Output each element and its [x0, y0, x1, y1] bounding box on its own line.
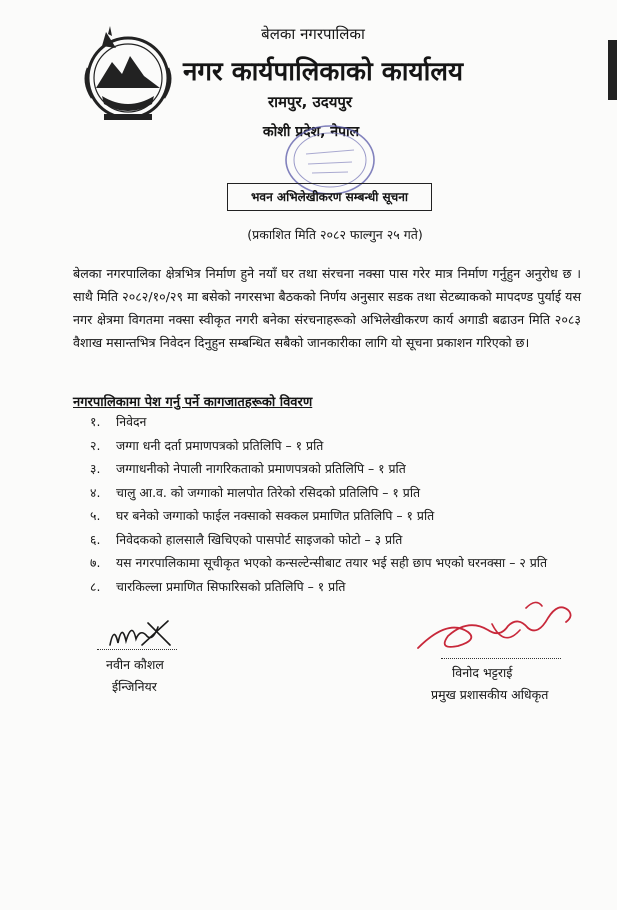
list-item: [90, 481, 590, 505]
item-number: ३.: [90, 461, 101, 476]
list-item: [90, 504, 590, 528]
documents-heading: नगरपालिकामा पेश गर्नु पर्ने कागजातहरूको विवरण: [73, 395, 313, 410]
list-item: [90, 410, 590, 434]
published-date: (प्रकाशित मिति २०८२ फाल्गुन २५ गते): [247, 227, 423, 242]
list-item: [90, 457, 590, 481]
item-text: यस नगरपालिकामा सूचीकृत भएको कन्सल्टेन्सीबाट तयार भई सही छाप भएको घरनक्सा – २ प्रति: [116, 555, 548, 570]
office-address: रामपुर, उदयपुर: [267, 93, 353, 111]
municipality-name: बेलका नगरपालिका: [261, 25, 365, 43]
office-title: नगर कार्यपालिकाको कार्यालय: [182, 57, 464, 87]
item-number: ६.: [90, 531, 101, 547]
cao-title: प्रमुख प्रशासकीय अधिकृत: [431, 687, 549, 702]
item-text: निवेदकको हालसालै खिचिएको पासपोर्ट साइजको फोटो – ३ प्रति: [116, 531, 403, 547]
cao-name: विनोद भट्टराई: [452, 665, 513, 680]
cao-signature-line: [441, 658, 561, 659]
item-text: चालु आ.व. को जग्गाको मालपोत तिरेको रसिदको प्रतिलिपि – १ प्रति: [116, 484, 421, 500]
engineer-name: नवीन कौशल: [106, 657, 164, 672]
item-text: जग्गा धनी दर्ता प्रमाणपत्रको प्रतिलिपि – १ प्रति: [116, 437, 324, 453]
list-item: [90, 551, 590, 575]
engineer-title: ईन्जिनियर: [112, 679, 157, 694]
engineer-signature-line: [97, 649, 177, 650]
item-number: ४.: [90, 484, 101, 500]
item-number: ८.: [90, 578, 101, 594]
item-number: ७.: [90, 555, 101, 570]
engineer-signature: [88, 615, 188, 660]
item-text: निवेदन: [116, 414, 147, 429]
office-province: कोशी प्रदेश, नेपाल: [262, 124, 360, 140]
item-text: चारकिल्ला प्रमाणित सिफारिसको प्रतिलिपि – १ प्रति: [116, 578, 346, 594]
item-number: ५.: [90, 508, 101, 523]
documents-list: [90, 410, 590, 598]
list-item: [90, 434, 590, 458]
item-number: १.: [90, 414, 101, 429]
cao-signature: [408, 588, 578, 663]
scan-edge: [608, 40, 617, 100]
item-text: घर बनेको जग्गाको फाईल नक्साको सक्कल प्रमाणित प्रतिलिपि – १ प्रति: [116, 508, 435, 523]
notice-body: बेलका नगरपालिका क्षेत्रभित्र निर्माण हुने नयाँ घर तथा संरचना नक्सा पास गरेर मात्र निर्माण गर्नुहुन अनुरोध छ । साथै मिति २०८२/१०/२९ मा बसेको नगरसभा बैठकको निर्णय अनुसार सडक तथा सेटब्याकको मापदण्ड पुर्याई यस नगर क्षेत्रमा विगतमा नक्सा स्वीकृत नगरी बनेका संरचनाहरूको अभिलेखीकरण कार्य अगाडी बढाउन मिति २०८३ वैशाख मसान्तभित्र निवेदन दिनुहुन सम्बन्धित सबैको जानकारीका लागि यो सूचना प्रकाशन गरिएको छ।: [73, 266, 581, 350]
list-item: [90, 528, 590, 552]
item-text: जग्गाधनीको नेपाली नागरिकताको प्रमाणपत्रको प्रतिलिपि – १ प्रति: [116, 461, 406, 476]
notice-title: भवन अभिलेखीकरण सम्बन्धी सूचना: [227, 183, 432, 211]
item-number: २.: [90, 437, 101, 453]
